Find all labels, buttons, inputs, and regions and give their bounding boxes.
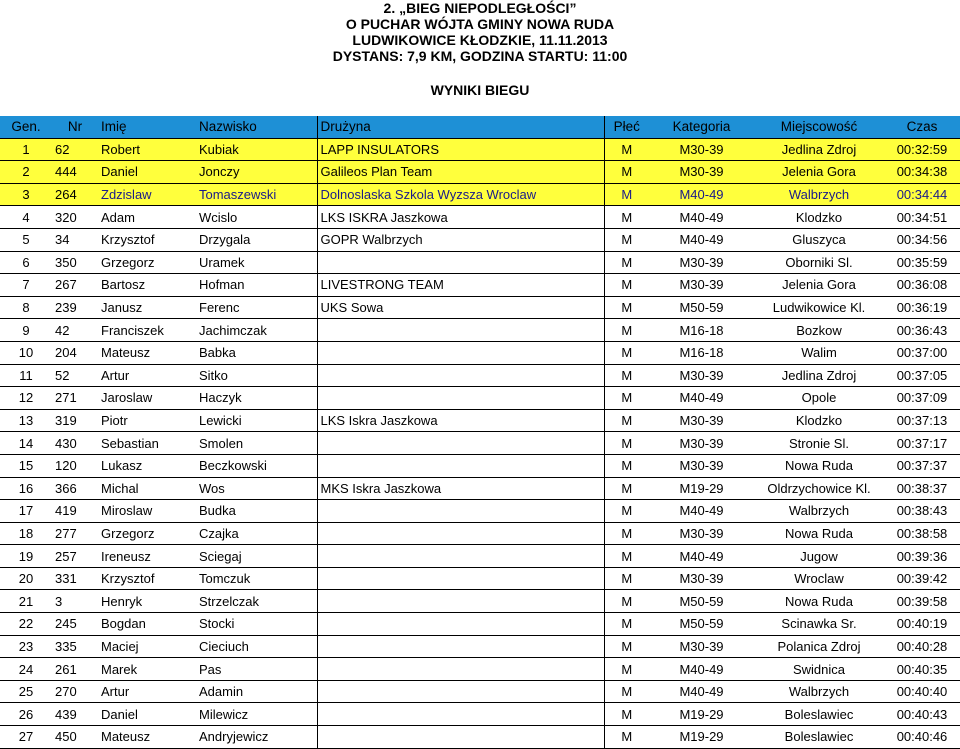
cell-sex: M: [604, 703, 649, 726]
table-row: [0, 206, 960, 229]
cell-last-name: Wos: [196, 477, 317, 500]
cell-sex: M: [604, 635, 649, 658]
cell-time: 00:40:40: [884, 680, 960, 703]
cell-category: M19-29: [649, 726, 754, 749]
cell-bib-number: 257: [52, 545, 98, 568]
cell-last-name: Lewicki: [196, 409, 317, 432]
cell-town: Jugow: [754, 545, 884, 568]
cell-sex: M: [604, 161, 649, 184]
cell-town: Scinawka Sr.: [754, 613, 884, 636]
cell-last-name: Wcislo: [196, 206, 317, 229]
cell-time: 00:40:35: [884, 658, 960, 681]
cell-first-name: Maciej: [98, 635, 196, 658]
cell-first-name: Bogdan: [98, 613, 196, 636]
table-row: [0, 613, 960, 636]
cell-last-name: Stocki: [196, 613, 317, 636]
cell-first-name: Mateusz: [98, 341, 196, 364]
cell-position: 1: [0, 138, 52, 161]
cell-bib-number: 34: [52, 228, 98, 251]
cell-team: LAPP INSULATORS: [317, 138, 604, 161]
cell-last-name: Sitko: [196, 364, 317, 387]
cell-town: Boleslawiec: [754, 703, 884, 726]
cell-bib-number: 271: [52, 387, 98, 410]
cell-sex: M: [604, 341, 649, 364]
column-header-first-name: Imię: [98, 116, 196, 138]
race-location-date: LUDWIKOWICE KŁODZKIE, 11.11.2013: [352, 32, 608, 48]
cell-position: 9: [0, 319, 52, 342]
cell-last-name: Andryjewicz: [196, 726, 317, 749]
cell-bib-number: 270: [52, 680, 98, 703]
cell-bib-number: 120: [52, 454, 98, 477]
cell-first-name: Ireneusz: [98, 545, 196, 568]
cell-category: M30-39: [649, 251, 754, 274]
table-row: [0, 680, 960, 703]
cell-team: [317, 522, 604, 545]
cell-first-name: Zdzislaw: [98, 183, 196, 206]
cell-first-name: Krzysztof: [98, 567, 196, 590]
cell-sex: M: [604, 138, 649, 161]
cell-bib-number: 62: [52, 138, 98, 161]
cell-bib-number: 319: [52, 409, 98, 432]
cell-category: M50-59: [649, 296, 754, 319]
cell-bib-number: 267: [52, 274, 98, 297]
cell-first-name: Artur: [98, 364, 196, 387]
cell-bib-number: 439: [52, 703, 98, 726]
cell-first-name: Daniel: [98, 703, 196, 726]
cell-time: 00:35:59: [884, 251, 960, 274]
cell-category: M30-39: [649, 454, 754, 477]
race-title: 2. „BIEG NIEPODLEGŁOŚCI”: [383, 0, 577, 16]
table-row: [0, 703, 960, 726]
cell-position: 19: [0, 545, 52, 568]
cell-bib-number: 366: [52, 477, 98, 500]
cell-first-name: Lukasz: [98, 454, 196, 477]
cell-time: 00:37:09: [884, 387, 960, 410]
race-subtitle: O PUCHAR WÓJTA GMINY NOWA RUDA: [345, 16, 615, 32]
cell-time: 00:40:19: [884, 613, 960, 636]
cell-category: M30-39: [649, 409, 754, 432]
cell-team: Dolnoslaska Szkola Wyzsza Wroclaw: [317, 183, 604, 206]
cell-sex: M: [604, 432, 649, 455]
results-heading: WYNIKI BIEGU: [430, 82, 530, 98]
cell-category: M40-49: [649, 545, 754, 568]
cell-position: 26: [0, 703, 52, 726]
cell-category: M50-59: [649, 590, 754, 613]
results-body: [0, 138, 960, 748]
results-table: [0, 116, 960, 749]
cell-team: [317, 319, 604, 342]
cell-team: [317, 341, 604, 364]
cell-bib-number: 419: [52, 500, 98, 523]
race-distance-start: DYSTANS: 7,9 KM, GODZINA STARTU: 11:00: [332, 48, 628, 64]
cell-last-name: Czajka: [196, 522, 317, 545]
cell-time: 00:39:36: [884, 545, 960, 568]
cell-first-name: Krzysztof: [98, 228, 196, 251]
table-row: [0, 658, 960, 681]
cell-first-name: Bartosz: [98, 274, 196, 297]
cell-category: M16-18: [649, 319, 754, 342]
cell-category: M40-49: [649, 658, 754, 681]
cell-team: [317, 703, 604, 726]
cell-category: M30-39: [649, 522, 754, 545]
cell-town: Nowa Ruda: [754, 522, 884, 545]
cell-time: 00:37:37: [884, 454, 960, 477]
cell-town: Boleslawiec: [754, 726, 884, 749]
cell-time: 00:34:38: [884, 161, 960, 184]
cell-first-name: Janusz: [98, 296, 196, 319]
cell-first-name: Henryk: [98, 590, 196, 613]
cell-position: 5: [0, 228, 52, 251]
cell-last-name: Pas: [196, 658, 317, 681]
cell-town: Jelenia Gora: [754, 274, 884, 297]
cell-sex: M: [604, 183, 649, 206]
cell-first-name: Grzegorz: [98, 522, 196, 545]
cell-last-name: Ferenc: [196, 296, 317, 319]
cell-sex: M: [604, 454, 649, 477]
cell-first-name: Jaroslaw: [98, 387, 196, 410]
cell-time: 00:34:56: [884, 228, 960, 251]
cell-category: M30-39: [649, 567, 754, 590]
cell-position: 22: [0, 613, 52, 636]
cell-team: MKS Iskra Jaszkowa: [317, 477, 604, 500]
cell-bib-number: 261: [52, 658, 98, 681]
cell-bib-number: 204: [52, 341, 98, 364]
cell-last-name: Haczyk: [196, 387, 317, 410]
cell-bib-number: 430: [52, 432, 98, 455]
cell-town: Stronie Sl.: [754, 432, 884, 455]
cell-position: 21: [0, 590, 52, 613]
table-row: [0, 319, 960, 342]
cell-town: Nowa Ruda: [754, 454, 884, 477]
cell-sex: M: [604, 251, 649, 274]
table-row: [0, 296, 960, 319]
cell-category: M30-39: [649, 161, 754, 184]
cell-time: 00:34:44: [884, 183, 960, 206]
cell-team: [317, 364, 604, 387]
cell-bib-number: 239: [52, 296, 98, 319]
cell-team: [317, 635, 604, 658]
cell-team: [317, 387, 604, 410]
cell-last-name: Babka: [196, 341, 317, 364]
cell-position: 7: [0, 274, 52, 297]
column-header-category: Kategoria: [649, 116, 754, 138]
table-row: [0, 251, 960, 274]
cell-position: 18: [0, 522, 52, 545]
table-row: [0, 228, 960, 251]
cell-position: 14: [0, 432, 52, 455]
cell-time: 00:38:43: [884, 500, 960, 523]
cell-bib-number: 245: [52, 613, 98, 636]
cell-position: 12: [0, 387, 52, 410]
cell-category: M30-39: [649, 274, 754, 297]
cell-last-name: Drzygala: [196, 228, 317, 251]
cell-team: Galileos Plan Team: [317, 161, 604, 184]
table-row: [0, 364, 960, 387]
cell-team: [317, 613, 604, 636]
cell-team: [317, 545, 604, 568]
table-row: [0, 454, 960, 477]
column-header-team: Drużyna: [317, 116, 604, 138]
cell-first-name: Adam: [98, 206, 196, 229]
cell-last-name: Tomczuk: [196, 567, 317, 590]
cell-position: 17: [0, 500, 52, 523]
cell-last-name: Strzelczak: [196, 590, 317, 613]
cell-time: 00:36:43: [884, 319, 960, 342]
cell-town: Oldrzychowice Kl.: [754, 477, 884, 500]
cell-position: 4: [0, 206, 52, 229]
table-row: [0, 545, 960, 568]
cell-town: Wroclaw: [754, 567, 884, 590]
cell-position: 6: [0, 251, 52, 274]
cell-time: 00:40:46: [884, 726, 960, 749]
cell-bib-number: 3: [52, 590, 98, 613]
cell-time: 00:40:28: [884, 635, 960, 658]
cell-time: 00:32:59: [884, 138, 960, 161]
cell-sex: M: [604, 364, 649, 387]
cell-category: M40-49: [649, 500, 754, 523]
cell-team: [317, 590, 604, 613]
cell-last-name: Jonczy: [196, 161, 317, 184]
cell-sex: M: [604, 590, 649, 613]
cell-position: 15: [0, 454, 52, 477]
cell-category: M50-59: [649, 613, 754, 636]
cell-town: Ludwikowice Kl.: [754, 296, 884, 319]
cell-team: [317, 251, 604, 274]
cell-sex: M: [604, 613, 649, 636]
cell-first-name: Artur: [98, 680, 196, 703]
cell-sex: M: [604, 726, 649, 749]
cell-team: LIVESTRONG TEAM: [317, 274, 604, 297]
cell-first-name: Sebastian: [98, 432, 196, 455]
cell-position: 16: [0, 477, 52, 500]
column-header-gen: Gen.: [0, 116, 52, 138]
table-row: [0, 161, 960, 184]
cell-bib-number: 320: [52, 206, 98, 229]
cell-bib-number: 350: [52, 251, 98, 274]
cell-town: Jedlina Zdroj: [754, 364, 884, 387]
cell-time: 00:34:51: [884, 206, 960, 229]
cell-town: Oborniki Sl.: [754, 251, 884, 274]
cell-last-name: Budka: [196, 500, 317, 523]
cell-category: M19-29: [649, 703, 754, 726]
cell-last-name: Sciegaj: [196, 545, 317, 568]
cell-position: 2: [0, 161, 52, 184]
table-row: [0, 635, 960, 658]
cell-team: GOPR Walbrzych: [317, 228, 604, 251]
table-row: [0, 567, 960, 590]
cell-town: Opole: [754, 387, 884, 410]
cell-category: M16-18: [649, 341, 754, 364]
cell-time: 00:39:58: [884, 590, 960, 613]
cell-category: M30-39: [649, 432, 754, 455]
cell-last-name: Uramek: [196, 251, 317, 274]
cell-time: 00:37:05: [884, 364, 960, 387]
table-row: [0, 432, 960, 455]
cell-category: M19-29: [649, 477, 754, 500]
cell-time: 00:37:13: [884, 409, 960, 432]
cell-time: 00:38:37: [884, 477, 960, 500]
cell-first-name: Robert: [98, 138, 196, 161]
cell-time: 00:38:58: [884, 522, 960, 545]
table-row: [0, 387, 960, 410]
cell-sex: M: [604, 206, 649, 229]
cell-time: 00:37:17: [884, 432, 960, 455]
cell-town: Walim: [754, 341, 884, 364]
cell-position: 20: [0, 567, 52, 590]
cell-category: M30-39: [649, 138, 754, 161]
table-row: [0, 341, 960, 364]
column-header-last-name: Nazwisko: [196, 116, 317, 138]
cell-last-name: Kubiak: [196, 138, 317, 161]
cell-town: Walbrzych: [754, 183, 884, 206]
cell-bib-number: 42: [52, 319, 98, 342]
cell-position: 23: [0, 635, 52, 658]
cell-first-name: Michal: [98, 477, 196, 500]
cell-sex: M: [604, 409, 649, 432]
cell-sex: M: [604, 545, 649, 568]
cell-sex: M: [604, 567, 649, 590]
cell-team: [317, 680, 604, 703]
cell-team: [317, 500, 604, 523]
cell-bib-number: 52: [52, 364, 98, 387]
cell-town: Bozkow: [754, 319, 884, 342]
cell-first-name: Grzegorz: [98, 251, 196, 274]
cell-last-name: Adamin: [196, 680, 317, 703]
cell-town: Polanica Zdroj: [754, 635, 884, 658]
cell-bib-number: 335: [52, 635, 98, 658]
cell-town: Jelenia Gora: [754, 161, 884, 184]
table-row: [0, 183, 960, 206]
cell-team: LKS Iskra Jaszkowa: [317, 409, 604, 432]
cell-sex: M: [604, 228, 649, 251]
cell-first-name: Marek: [98, 658, 196, 681]
cell-town: Klodzko: [754, 409, 884, 432]
cell-town: Walbrzych: [754, 500, 884, 523]
cell-bib-number: 277: [52, 522, 98, 545]
cell-team: [317, 567, 604, 590]
cell-first-name: Daniel: [98, 161, 196, 184]
cell-sex: M: [604, 500, 649, 523]
cell-category: M40-49: [649, 228, 754, 251]
cell-position: 13: [0, 409, 52, 432]
table-row: [0, 274, 960, 297]
cell-last-name: Milewicz: [196, 703, 317, 726]
table-row: [0, 522, 960, 545]
cell-bib-number: 264: [52, 183, 98, 206]
cell-bib-number: 444: [52, 161, 98, 184]
cell-town: Jedlina Zdroj: [754, 138, 884, 161]
cell-time: 00:36:19: [884, 296, 960, 319]
cell-team: [317, 658, 604, 681]
cell-time: 00:40:43: [884, 703, 960, 726]
cell-sex: M: [604, 296, 649, 319]
cell-sex: M: [604, 477, 649, 500]
cell-last-name: Hofman: [196, 274, 317, 297]
cell-team: [317, 454, 604, 477]
cell-first-name: Miroslaw: [98, 500, 196, 523]
cell-category: M30-39: [649, 635, 754, 658]
table-row: [0, 590, 960, 613]
table-row: [0, 138, 960, 161]
table-row: [0, 500, 960, 523]
cell-position: 24: [0, 658, 52, 681]
cell-sex: M: [604, 658, 649, 681]
cell-position: 25: [0, 680, 52, 703]
cell-category: M40-49: [649, 206, 754, 229]
cell-bib-number: 331: [52, 567, 98, 590]
cell-position: 27: [0, 726, 52, 749]
cell-time: 00:37:00: [884, 341, 960, 364]
cell-sex: M: [604, 274, 649, 297]
cell-last-name: Tomaszewski: [196, 183, 317, 206]
cell-last-name: Cieciuch: [196, 635, 317, 658]
cell-first-name: Franciszek: [98, 319, 196, 342]
cell-category: M30-39: [649, 364, 754, 387]
cell-last-name: Jachimczak: [196, 319, 317, 342]
cell-time: 00:36:08: [884, 274, 960, 297]
cell-town: Walbrzych: [754, 680, 884, 703]
table-row: [0, 409, 960, 432]
cell-position: 10: [0, 341, 52, 364]
cell-bib-number: 450: [52, 726, 98, 749]
cell-town: Klodzko: [754, 206, 884, 229]
cell-sex: M: [604, 522, 649, 545]
cell-team: LKS ISKRA Jaszkowa: [317, 206, 604, 229]
cell-team: UKS Sowa: [317, 296, 604, 319]
cell-last-name: Beczkowski: [196, 454, 317, 477]
cell-sex: M: [604, 387, 649, 410]
cell-first-name: Piotr: [98, 409, 196, 432]
column-header-sex: Płeć: [604, 116, 649, 138]
table-row: [0, 477, 960, 500]
cell-town: Gluszyca: [754, 228, 884, 251]
cell-time: 00:39:42: [884, 567, 960, 590]
cell-last-name: Smolen: [196, 432, 317, 455]
column-header-nr: Nr: [52, 116, 98, 138]
cell-category: M40-49: [649, 183, 754, 206]
cell-sex: M: [604, 680, 649, 703]
table-header-row: [0, 116, 960, 138]
cell-sex: M: [604, 319, 649, 342]
column-header-town: Miejscowość: [754, 116, 884, 138]
cell-category: M40-49: [649, 387, 754, 410]
column-header-time: Czas: [884, 116, 960, 138]
cell-town: Swidnica: [754, 658, 884, 681]
cell-first-name: Mateusz: [98, 726, 196, 749]
cell-position: 3: [0, 183, 52, 206]
cell-position: 11: [0, 364, 52, 387]
cell-position: 8: [0, 296, 52, 319]
cell-team: [317, 432, 604, 455]
cell-town: Nowa Ruda: [754, 590, 884, 613]
cell-category: M40-49: [649, 680, 754, 703]
